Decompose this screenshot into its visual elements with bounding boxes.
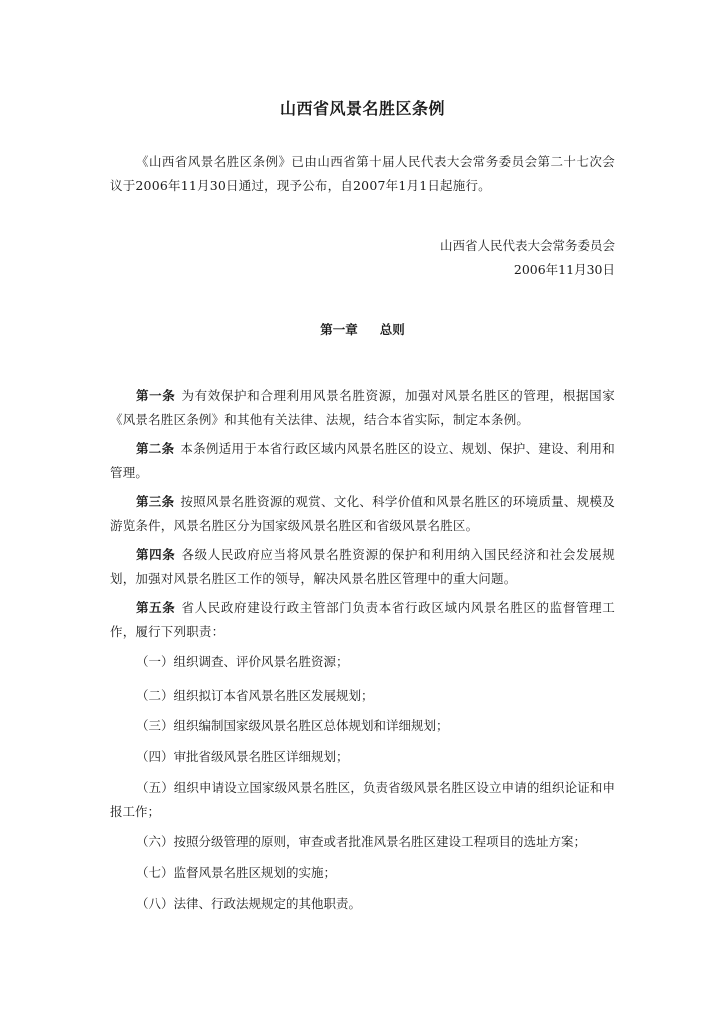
duty-item-3: （三）组织编制国家级风景名胜区总体规划和详细规划； [136, 718, 449, 733]
article-label: 第二条 [136, 441, 175, 456]
document-title: 山西省风景名胜区条例 [279, 99, 445, 118]
chapter-name: 总则 [379, 322, 405, 337]
chapter-number: 第一章 [320, 322, 358, 337]
article-text: 按照风景名胜资源的观赏、文化、科学价值和风景名胜区的环境质量、规模及游览条件，风景名胜区分为国家级风景名胜区和省级风景名胜区。 [110, 494, 615, 533]
duty-item-1: （一）组织调查、评价风景名胜资源； [136, 654, 349, 669]
article-label: 第五条 [136, 600, 176, 615]
article-text: 省人民政府建设行政主管部门负责本省行政区域内风景名胜区的监督管理工作，履行下列职责： [110, 600, 615, 639]
duty-item-8: （八）法律、行政法规规定的其他职责。 [136, 896, 362, 911]
duty-item-2: （二）组织拟订本省风景名胜区发展规划； [136, 688, 374, 703]
article-label: 第四条 [136, 547, 176, 562]
duty-item-4: （四）审批省级风景名胜区详细规划； [136, 749, 349, 764]
article-5 [110, 596, 615, 644]
duty-item-5: （五）组织申请设立国家级风景名胜区，负责省级风景名胜区设立申请的组织论证和申报工作； [110, 780, 615, 819]
article-4 [110, 543, 615, 591]
duty-item-7: （七）监督风景名胜区规划的实施； [136, 865, 337, 880]
article-text: 为有效保护和合理利用风景名胜资源，加强对风景名胜区的管理，根据国家《风景名胜区条例》和其他有关法律、法规，结合本省实际，制定本条例。 [110, 388, 615, 427]
article-text: 各级人民政府应当将风景名胜资源的保护和利用纳入国民经济和社会发展规划，加强对风景名胜区工作的领导，解决风景名胜区管理中的重大问题。 [110, 547, 615, 586]
article-3 [110, 490, 615, 538]
article-1 [110, 384, 615, 432]
duty-item-6: （六）按照分级管理的原则，审查或者批准风景名胜区建设工程项目的选址方案； [136, 834, 587, 849]
article-text: 本条例适用于本省行政区域内风景名胜区的设立、规划、保护、建设、利用和管理。 [110, 441, 615, 480]
article-label: 第一条 [136, 388, 176, 403]
issuer: 山西省人民代表大会常务委员会 [439, 238, 615, 253]
document-page [110, 0, 615, 1024]
preamble-paragraph: 《山西省风景名胜区条例》已由山西省第十届人民代表大会常务委员会第二十七次会议于2006年11月30日通过，现予公布，自2007年1月1日起施行。 [110, 154, 615, 193]
article-label: 第三条 [136, 494, 175, 509]
issue-date: 2006年11月30日 [513, 262, 615, 277]
article-2 [110, 437, 615, 485]
chapter-heading [110, 320, 615, 338]
